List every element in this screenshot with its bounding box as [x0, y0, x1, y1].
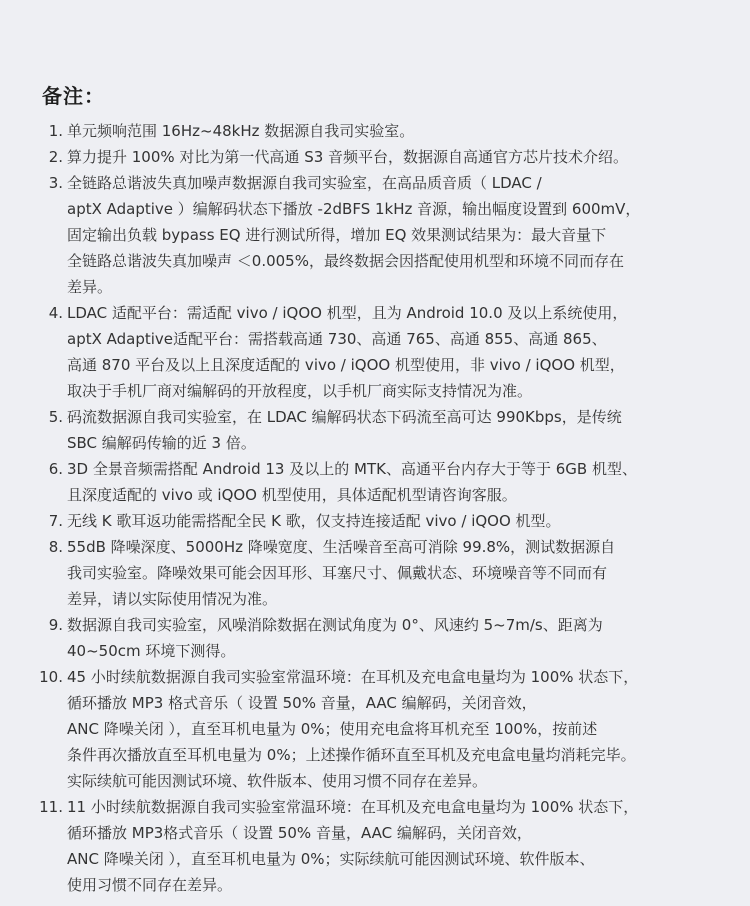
- note-item: [0, 144, 750, 170]
- note-number: 6.: [48, 460, 63, 478]
- note-line: 我司实验室。降噪效果可能会因耳形、耳塞尺寸、佩戴状态、环境噪音等不同而有: [67, 564, 608, 582]
- note-number: 11.: [39, 798, 63, 816]
- note-line: 且深度适配的 vivo 或 iQOO 机型使用，具体适配机型请咨询客服。: [67, 486, 517, 504]
- notes-list: [0, 118, 750, 898]
- note-line: 45 小时续航数据源自我司实验室常温环境：在耳机及充电盒电量均为 100% 状态下，: [67, 668, 639, 686]
- note-line: 全链路总谐波失真加噪声 ＜0.005%，最终数据会因搭配使用机型和环境不同而存在: [67, 252, 624, 270]
- note-number: 9.: [48, 616, 63, 634]
- note-line: 差异。: [67, 278, 113, 296]
- note-number: 5.: [48, 408, 63, 426]
- note-line: 55dB 降噪深度、5000Hz 降噪宽度、生活噪音至高可消除 99.8%，测试数据源自: [67, 538, 616, 556]
- note-line: 固定输出负载 bypass EQ 进行测试所得，增加 EQ 效果测试结果为：最大音量下: [67, 226, 607, 244]
- note-line: 数据源自我司实验室，风噪消除数据在测试角度为 0°、风速约 5~7m/s、距离为: [67, 616, 603, 634]
- note-item: [0, 170, 750, 300]
- note-item: [0, 664, 750, 794]
- note-item: [0, 508, 750, 534]
- note-number: 2.: [48, 148, 63, 166]
- note-line: 单元频响范围 16Hz~48kHz 数据源自我司实验室。: [67, 122, 415, 140]
- note-text: [67, 144, 750, 170]
- note-line: 11 小时续航数据源自我司实验室常温环境：在耳机及充电盒电量均为 100% 状态下，: [67, 798, 639, 816]
- note-line: 差异，请以实际使用情况为准。: [67, 590, 278, 608]
- note-line: 算力提升 100% 对比为第一代高通 S3 音频平台，数据源自高通官方芯片技术介绍。: [67, 148, 629, 166]
- note-item: [0, 794, 750, 898]
- note-item: [0, 404, 750, 456]
- note-line: aptX Adaptive ）编解码状态下播放 -2dBFS 1kHz 音源，输出幅度设置到 600mV，: [67, 200, 641, 218]
- note-line: SBC 编解码传输的近 3 倍。: [67, 434, 256, 452]
- note-line: 循环播放 MP3 格式音乐（ 设置 50% 音量，AAC 编解码，关闭音效，: [67, 694, 537, 712]
- note-text: [67, 118, 750, 144]
- note-text: [67, 170, 750, 300]
- note-text: [67, 456, 750, 508]
- note-line: 使用习惯不同存在差异。: [67, 876, 233, 894]
- note-line: 无线 K 歌耳返功能需搭配全民 K 歌，仅支持连接适配 vivo / iQOO 机型。: [67, 512, 561, 530]
- note-item: [0, 612, 750, 664]
- note-line: aptX Adaptive适配平台：需搭载高通 730、高通 765、高通 855、高通 865、: [67, 330, 607, 348]
- note-line: 取决于手机厂商对编解码的开放程度，以手机厂商实际支持情况为准。: [67, 382, 533, 400]
- note-text: [67, 508, 750, 534]
- note-text: [67, 534, 750, 612]
- note-line: ANC 降噪关闭 ），直至耳机电量为 0%；使用充电盒将耳机充至 100%，按前述: [67, 720, 598, 738]
- notes-title: 备注：: [42, 84, 105, 108]
- note-number: 7.: [48, 512, 63, 530]
- note-number: 10.: [39, 668, 63, 686]
- note-line: 条件再次播放直至耳机电量为 0%；上述操作循环直至耳机及充电盒电量均消耗完毕。: [67, 746, 636, 764]
- note-number: 4.: [48, 304, 63, 322]
- note-text: [67, 664, 750, 794]
- note-item: [0, 456, 750, 508]
- note-text: [67, 300, 750, 404]
- note-number: 3.: [48, 174, 63, 192]
- note-item: [0, 534, 750, 612]
- note-text: [67, 404, 750, 456]
- note-text: [67, 612, 750, 664]
- note-line: 高通 870 平台及以上且深度适配的 vivo / iQOO 机型使用，非 vivo / iQOO 机型，: [67, 356, 625, 374]
- note-item: [0, 118, 750, 144]
- note-line: LDAC 适配平台：需适配 vivo / iQOO 机型，且为 Android 10.0 及以上系统使用，: [67, 304, 628, 322]
- note-item: [0, 300, 750, 404]
- note-number: 1.: [48, 122, 63, 140]
- note-line: 3D 全景音频需搭配 Android 13 及以上的 MTK、高通平台内存大于等于 6GB 机型、: [67, 460, 637, 478]
- note-line: 码流数据源自我司实验室，在 LDAC 编解码状态下码流至高可达 990Kbps，是传统: [67, 408, 622, 426]
- note-line: 循环播放 MP3格式音乐（ 设置 50% 音量，AAC 编解码，关闭音效，: [67, 824, 532, 842]
- note-line: 40~50cm 环境下测得。: [67, 642, 236, 660]
- note-number: 8.: [48, 538, 63, 556]
- note-line: 实际续航可能因测试环境、软件版本、使用习惯不同存在差异。: [67, 772, 488, 790]
- note-line: 全链路总谐波失真加噪声数据源自我司实验室，在高品质音质（ LDAC /: [67, 174, 542, 192]
- note-text: [67, 794, 750, 898]
- note-line: ANC 降噪关闭 ），直至耳机电量为 0%；实际续航可能因测试环境、软件版本、: [67, 850, 595, 868]
